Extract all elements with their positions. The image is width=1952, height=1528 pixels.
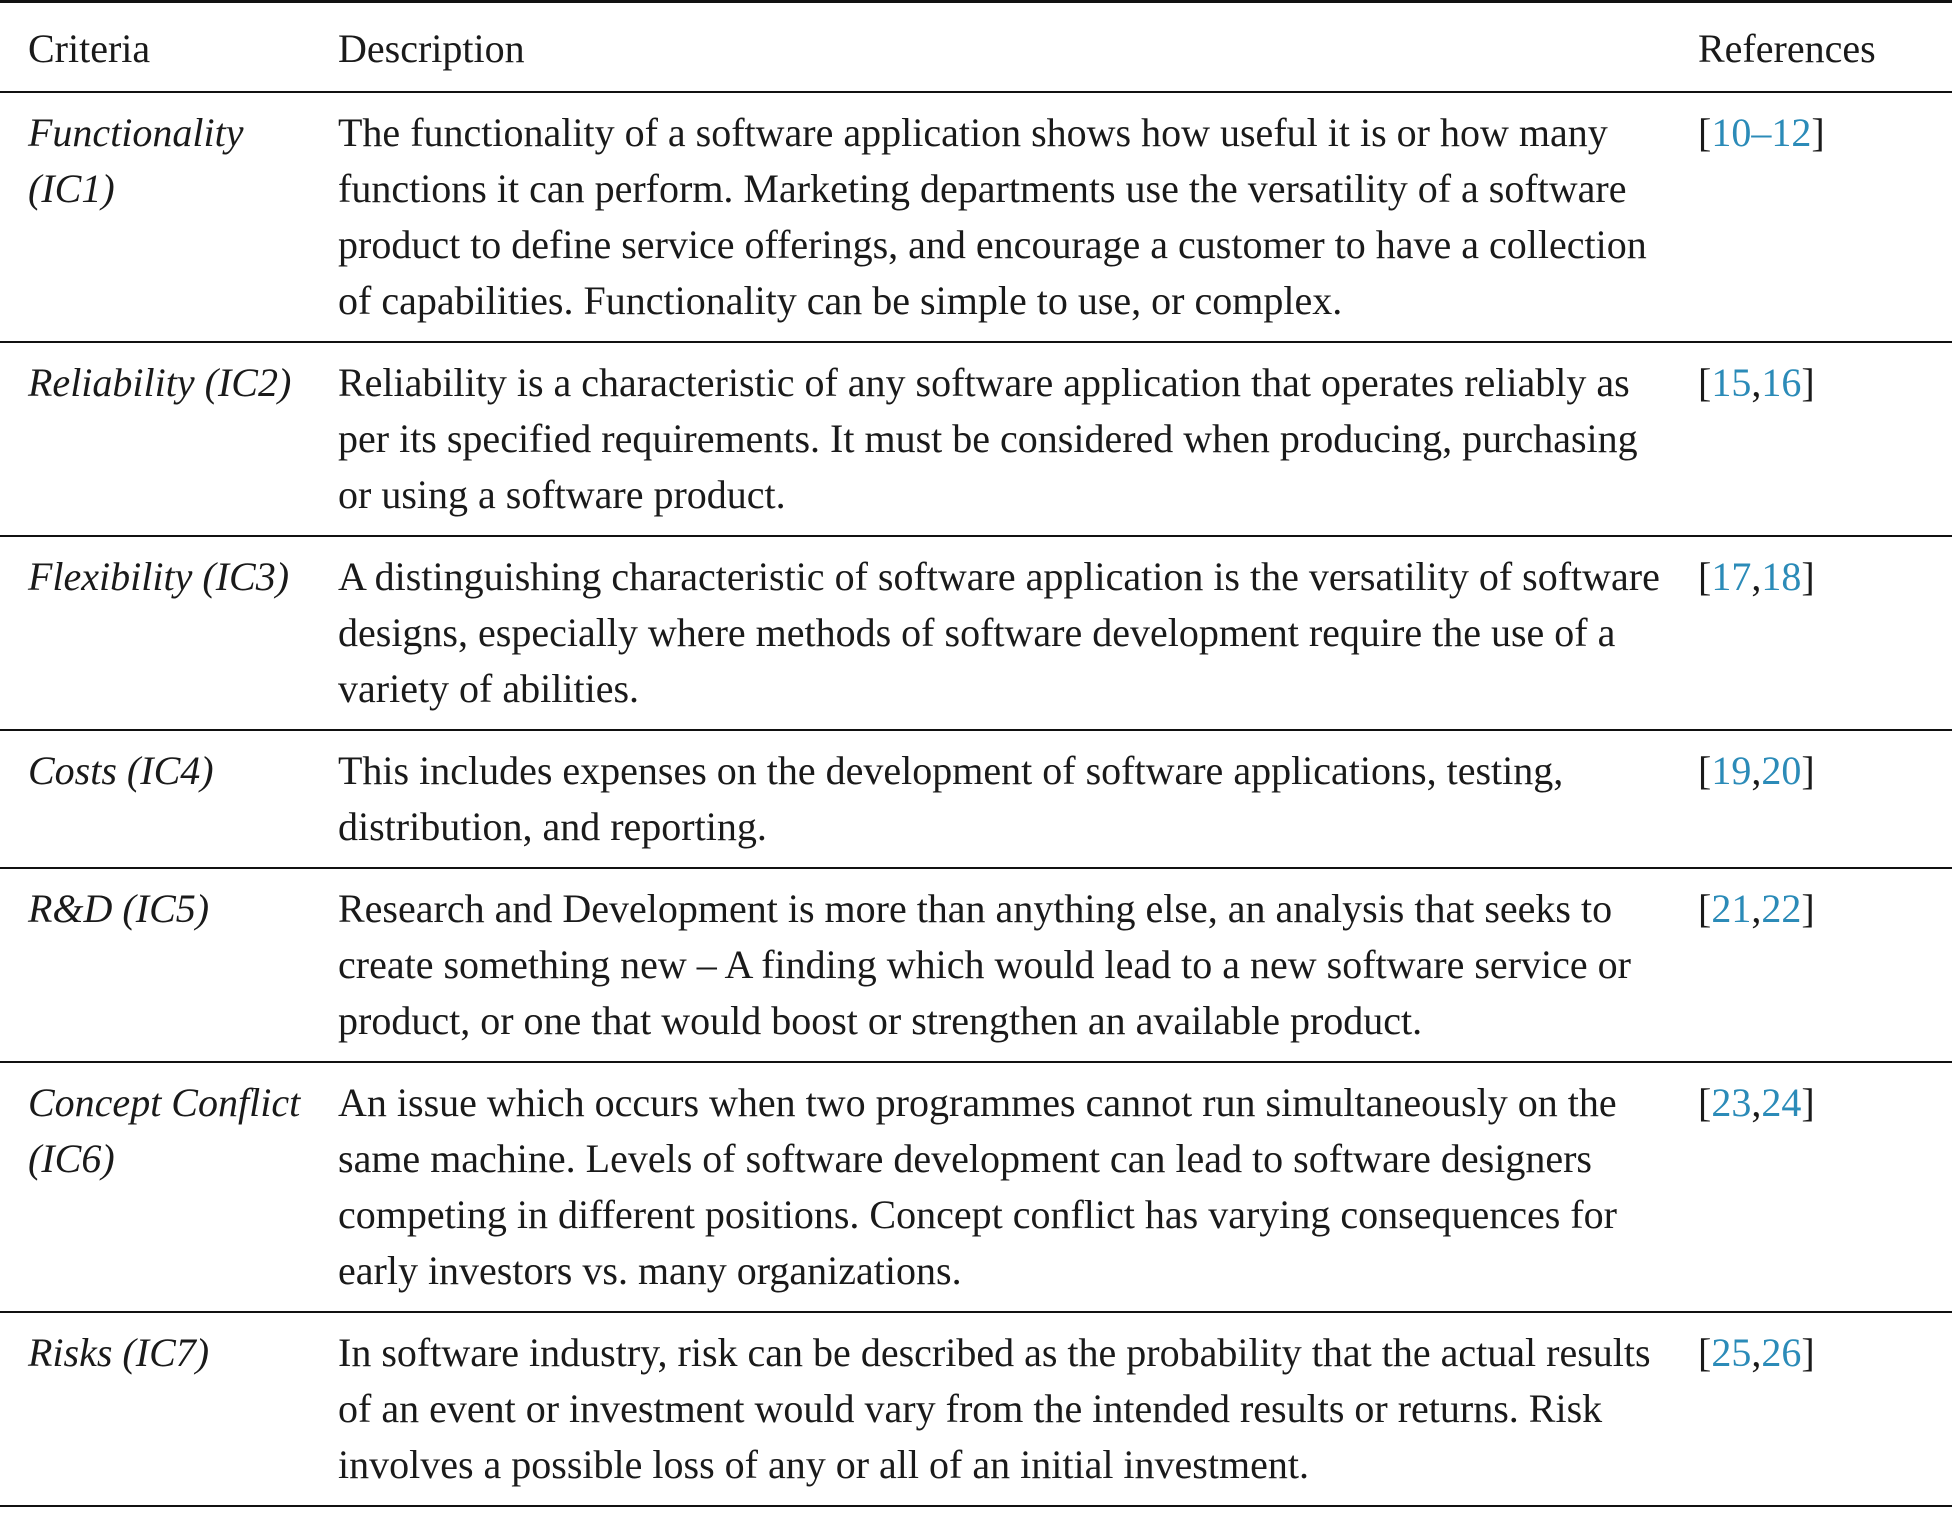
ref-link[interactable]: 22 (1761, 886, 1802, 931)
ref-bracket-close: ] (1801, 554, 1815, 599)
ref-separator: , (1751, 1080, 1762, 1125)
ref-separator: , (1751, 886, 1762, 931)
ref-bracket-open: [ (1698, 110, 1712, 155)
references-cell (1698, 536, 1952, 730)
ref-bracket-close: ] (1801, 1080, 1815, 1125)
criteria-cell: Concept Conflict (IC6) (28, 1080, 301, 1181)
ref-separator: , (1751, 554, 1762, 599)
description-cell: This includes expenses on the development of software applications, testing, distribution, and reporting. (338, 748, 1564, 849)
description-cell: Reliability is a characteristic of any software application that operates reliably as per its specified requirements. It must be considered when producing, purchasing or using a software product. (338, 360, 1638, 517)
ref-bracket-open: [ (1698, 360, 1712, 405)
table-row (0, 92, 1952, 342)
table-body (0, 92, 1952, 1506)
header-row (0, 2, 1952, 93)
references-cell (1698, 868, 1952, 1062)
ref-link[interactable]: 15 (1711, 360, 1752, 405)
criteria-cell: Costs (IC4) (28, 748, 214, 793)
header-references: References (1698, 26, 1876, 71)
table-row (0, 730, 1952, 868)
ref-separator: , (1751, 748, 1762, 793)
ref-link[interactable]: 10 (1711, 110, 1752, 155)
header-criteria: Criteria (28, 26, 151, 71)
ref-bracket-close: ] (1811, 110, 1825, 155)
description-cell: In software industry, risk can be described as the probability that the actual results of an event or investment would vary from the intended results or returns. Risk involves a possible loss of any or all of an initial investment. (338, 1330, 1651, 1487)
ref-separator: – (1751, 110, 1772, 155)
ref-link[interactable]: 23 (1711, 1080, 1752, 1125)
ref-separator: , (1751, 1330, 1762, 1375)
ref-bracket-close: ] (1801, 360, 1815, 405)
ref-link[interactable]: 17 (1711, 554, 1752, 599)
ref-bracket-open: [ (1698, 1330, 1712, 1375)
references-cell (1698, 730, 1952, 868)
table-header (0, 2, 1952, 93)
ref-link[interactable]: 16 (1761, 360, 1802, 405)
references-cell (1698, 92, 1952, 342)
references-cell (1698, 1312, 1952, 1506)
table-row (0, 536, 1952, 730)
description-cell: An issue which occurs when two programmes cannot run simultaneously on the same machine. Levels of software development can lead to software designers competing in different positions. Concept conflict has varying consequences for early investors vs. many organizations. (338, 1080, 1617, 1293)
description-cell: The functionality of a software application shows how useful it is or how many functions it can perform. Marketing departments use the versatility of a software product to define service offerings, and encourage a customer to have a collection of capabilities. Functionality can be simple to use, or complex. (338, 110, 1647, 323)
criteria-cell: Risks (IC7) (28, 1330, 210, 1375)
criteria-cell: Flexibility (IC3) (28, 554, 290, 599)
ref-link[interactable]: 24 (1761, 1080, 1802, 1125)
criteria-cell: Functionality (IC1) (28, 110, 244, 211)
table-row (0, 1062, 1952, 1312)
ref-link[interactable]: 20 (1761, 748, 1802, 793)
references-cell (1698, 342, 1952, 536)
criteria-cell: R&D (IC5) (28, 886, 210, 931)
ref-bracket-close: ] (1801, 1330, 1815, 1375)
ref-link[interactable]: 21 (1711, 886, 1752, 931)
ref-bracket-open: [ (1698, 886, 1712, 931)
table-row (0, 342, 1952, 536)
table-row (0, 868, 1952, 1062)
ref-separator: , (1751, 360, 1762, 405)
ref-bracket-open: [ (1698, 748, 1712, 793)
header-description: Description (338, 26, 525, 71)
description-cell: A distinguishing characteristic of software application is the versatility of software designs, especially where methods of software development require the use of a variety of abilities. (338, 554, 1660, 711)
ref-link[interactable]: 25 (1711, 1330, 1752, 1375)
ref-bracket-open: [ (1698, 554, 1712, 599)
description-cell: Research and Development is more than anything else, an analysis that seeks to create something new – A finding which would lead to a new software service or product, or one that would boost or strengthen an available product. (338, 886, 1631, 1043)
criteria-cell: Reliability (IC2) (28, 360, 292, 405)
ref-bracket-open: [ (1698, 1080, 1712, 1125)
ref-link[interactable]: 12 (1771, 110, 1812, 155)
references-cell (1698, 1062, 1952, 1312)
ref-link[interactable]: 19 (1711, 748, 1752, 793)
ref-bracket-close: ] (1801, 886, 1815, 931)
ref-link[interactable]: 18 (1761, 554, 1802, 599)
table-row (0, 1312, 1952, 1506)
ref-link[interactable]: 26 (1761, 1330, 1802, 1375)
ref-bracket-close: ] (1801, 748, 1815, 793)
